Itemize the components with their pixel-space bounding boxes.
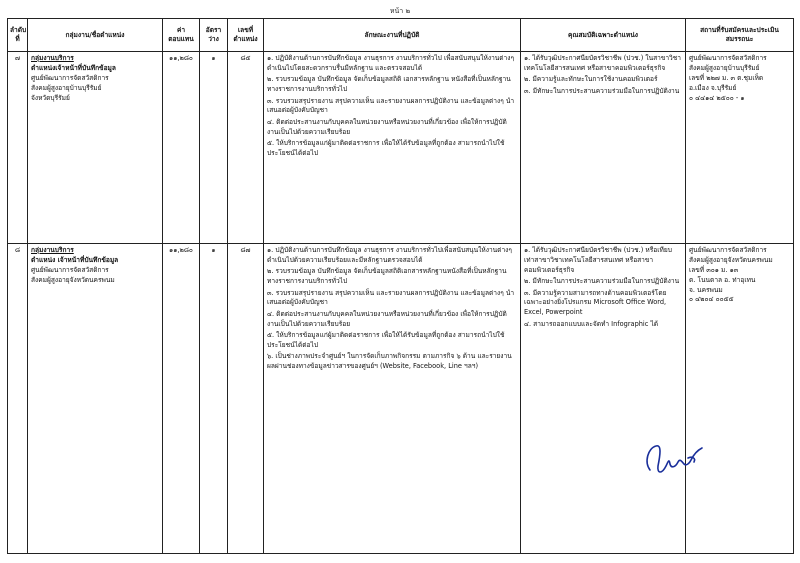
- duty-item: ๑. ปฏิบัติงานด้านการบันทึกข้อมูล งานธุรการ งานบริการทั่วไปเพื่อสนับสนุนให้งานต่างๆ ดำเนินไปด้วยความเรียบร้อยและมีหลักฐานตรวจสอบได้: [267, 246, 512, 264]
- duty-item: ๔. ติดต่อประสานงานกับบุคคลในหน่วยงานหรือหน่วยงานที่เกี่ยวข้อง เพื่อให้การปฏิบัติงานเป็นไปด้วยความเรียบร้อย: [267, 309, 507, 328]
- position-name: ตำแหน่งเจ้าหน้าที่บันทึกข้อมูล: [31, 63, 116, 72]
- qualifications-cell: [521, 52, 686, 244]
- qualification-item: ๔. สามารถออกแบบและจัดทำ Infographic ได้: [524, 319, 659, 328]
- duty-item: ๕. ให้บริการข้อมูลแก่ผู้มาติดต่อราชการ เพื่อให้ได้รับข้อมูลที่ถูกต้อง สามารถนำไปใช้ประโยชน์ได้ต่อไป: [267, 139, 505, 158]
- position-name: ตำแหน่ง เจ้าหน้าที่บันทึกข้อมูล: [31, 255, 119, 264]
- location-line: เลขที่ ๒๒๗ ม. ๓ ต.ชุมเห็ด: [689, 73, 764, 82]
- header-group-position: กลุ่มงาน/ชื่อตำแหน่ง: [28, 19, 163, 52]
- duties-cell: [264, 244, 521, 554]
- header-duties: ลักษณะงานที่ปฏิบัติ: [264, 19, 521, 52]
- header-position-no: เลขที่ตำแหน่ง: [228, 19, 264, 52]
- group-name: กลุ่มงานบริการ: [31, 246, 74, 254]
- unit-line: จังหวัดบุรีรัมย์: [31, 93, 70, 102]
- duty-item: ๓. รวบรวมสรุปรายงาน สรุปความเห็น และรายงานผลการปฏิบัติงาน และข้อมูลต่างๆ นำเสนอต่อผู้บังคับบัญชา: [267, 288, 515, 307]
- unit-line: สังคมผู้สูงอายุจังหวัดนครพนม: [31, 275, 115, 284]
- qualification-item: ๑. ได้รับวุฒิประกาศนียบัตรวิชาชีพ (ปวช.) ในสาขาวิชาเทคโนโลยีสารสนเทศ หรือสาขาคอมพิวเตอร์ธุรกิจ: [524, 54, 681, 72]
- qualification-item: ๓. มีความรู้ความสามารถทางด้านคอมพิวเตอร์โดยเฉพาะอย่างยิ่งโปรแกรม Microsoft Office Word, Excel, Powerpoint: [524, 288, 667, 317]
- position-no-cell: ๘๗: [228, 244, 264, 554]
- header-qualifications: คุณสมบัติเฉพาะตำแหน่ง: [521, 19, 686, 52]
- location-line: ๐ ๔๔๑๔ ๒๕๐๐ - ๑: [689, 93, 745, 102]
- location-line: ต. โนนตาล อ. ท่าอุเทน: [689, 275, 756, 284]
- location-line: จ. นครพนม: [689, 285, 723, 294]
- duty-item: ๖. เป็นช่างภาพประจำศูนย์ฯ ในการจัดเก็บภาพกิจกรรม ตามภารกิจ ๖ ด้าน และรายงานผลผ่านช่องทางข้อมูลข่าวสารของศูนย์ฯ (Website, Facebook, Line ฯลฯ): [267, 352, 512, 371]
- unit-line: ศูนย์พัฒนาการจัดสวัสดิการ: [31, 265, 109, 274]
- duty-item: ๓. รวบรวมสรุปรายงาน สรุปความเห็น และรายงานผลการปฏิบัติงาน และข้อมูลต่างๆ นำเสนอต่อผู้บังคับบัญชา: [267, 96, 515, 115]
- signature-mark: [642, 440, 712, 480]
- location-line: ศูนย์พัฒนาการจัดสวัสดิการ: [689, 54, 767, 62]
- location-line: ศูนย์พัฒนาการจัดสวัสดิการ: [689, 246, 767, 254]
- header-wage: ค่าตอบแทน: [163, 19, 200, 52]
- table-row: [8, 52, 794, 244]
- page-number: หน้า ๒: [389, 7, 411, 15]
- vacancy-cell: ๑: [200, 244, 228, 554]
- wage-cell: ๑๑,๒๘๐: [163, 244, 200, 554]
- qualification-item: ๒. มีความรู้และทักษะในการใช้งานคอมพิวเตอร์: [524, 75, 658, 84]
- group-position-cell: [28, 52, 163, 244]
- location-line: ๐ ๔๒๐๔ ๐๐๕๕: [689, 295, 734, 304]
- location-line: อ.เมือง จ.บุรีรัมย์: [689, 83, 737, 92]
- row-no: ๗: [8, 52, 28, 244]
- qualification-item: ๒. มีทักษะในการประสานความร่วมมือในการปฏิบัติงาน: [524, 277, 680, 286]
- location-line: สังคมผู้สูงอายุบ้านบุรีรัมย์: [689, 63, 760, 72]
- table-row: [8, 244, 794, 554]
- group-name: กลุ่มงานบริการ: [31, 54, 74, 62]
- location-cell: [686, 244, 794, 554]
- row-no: ๘: [8, 244, 28, 554]
- duty-item: ๒. รวบรวมข้อมูล บันทึกข้อมูล จัดเก็บข้อมูลสถิติ เอกสารหลักฐาน หนังสือที่เป็นหลักฐานทางราชการงานบริการทั่วไป: [267, 75, 511, 94]
- header-vacancy: อัตราว่าง: [200, 19, 228, 52]
- location-line: เลขที่ ๓๐๑ ม. ๑๓: [689, 265, 739, 274]
- group-position-cell: [28, 244, 163, 554]
- header-row: [8, 19, 794, 52]
- duty-item: ๒. รวบรวมข้อมูล บันทึกข้อมูล จัดเก็บข้อมูลสถิติเอกสารหลักฐานหนังสือที่เป็นหลักฐานทางราชการงานบริการทั่วไป: [267, 267, 507, 286]
- qualifications-cell: [521, 244, 686, 554]
- unit-line: ศูนย์พัฒนาการจัดสวัสดิการ: [31, 73, 109, 82]
- location-line: สังคมผู้สูงอายุจังหวัดนครพนม: [689, 255, 773, 264]
- vacancy-cell: ๑: [200, 52, 228, 244]
- header-no: ลำดับที่: [8, 19, 28, 52]
- qualification-item: ๑. ได้รับวุฒิประกาศนียบัตรวิชาชีพ (ปวช.) หรือเทียบเท่าสาขาวิชาเทคโนโลยีสารสนเทศ หรือสาขาคอมพิวเตอร์ธุรกิจ: [524, 246, 672, 274]
- duties-cell: [264, 52, 521, 244]
- qualification-item: ๓. มีทักษะในการประสานความร่วมมือในการปฏิบัติงาน: [524, 86, 680, 95]
- unit-line: สังคมผู้สูงอายุบ้านบุรีรัมย์: [31, 83, 102, 92]
- position-no-cell: ๘๕: [228, 52, 264, 244]
- header-location: สถานที่รับสมัครและประเมินสมรรถนะ: [686, 19, 794, 52]
- wage-cell: ๑๑,๒๘๐: [163, 52, 200, 244]
- duty-item: ๑. ปฏิบัติงานด้านการบันทึกข้อมูล งานธุรการ งานบริการทั่วไป เพื่อสนับสนุนให้งานต่างๆ ดำเนินไปโดยสะดวกราบรื่นมีหลักฐาน และตรวจสอบได้: [267, 54, 515, 72]
- duty-item: ๕. ให้บริการข้อมูลแก่ผู้มาติดต่อราชการ เพื่อให้ได้รับข้อมูลที่ถูกต้อง สามารถนำไปใช้ประโยชน์ได้ต่อไป: [267, 331, 505, 350]
- location-cell: [686, 52, 794, 244]
- duty-item: ๔. ติดต่อประสานงานกับบุคคลในหน่วยงานหรือหน่วยงานที่เกี่ยวข้อง เพื่อให้การปฏิบัติงานเป็นไปด้วยความเรียบร้อย: [267, 117, 507, 136]
